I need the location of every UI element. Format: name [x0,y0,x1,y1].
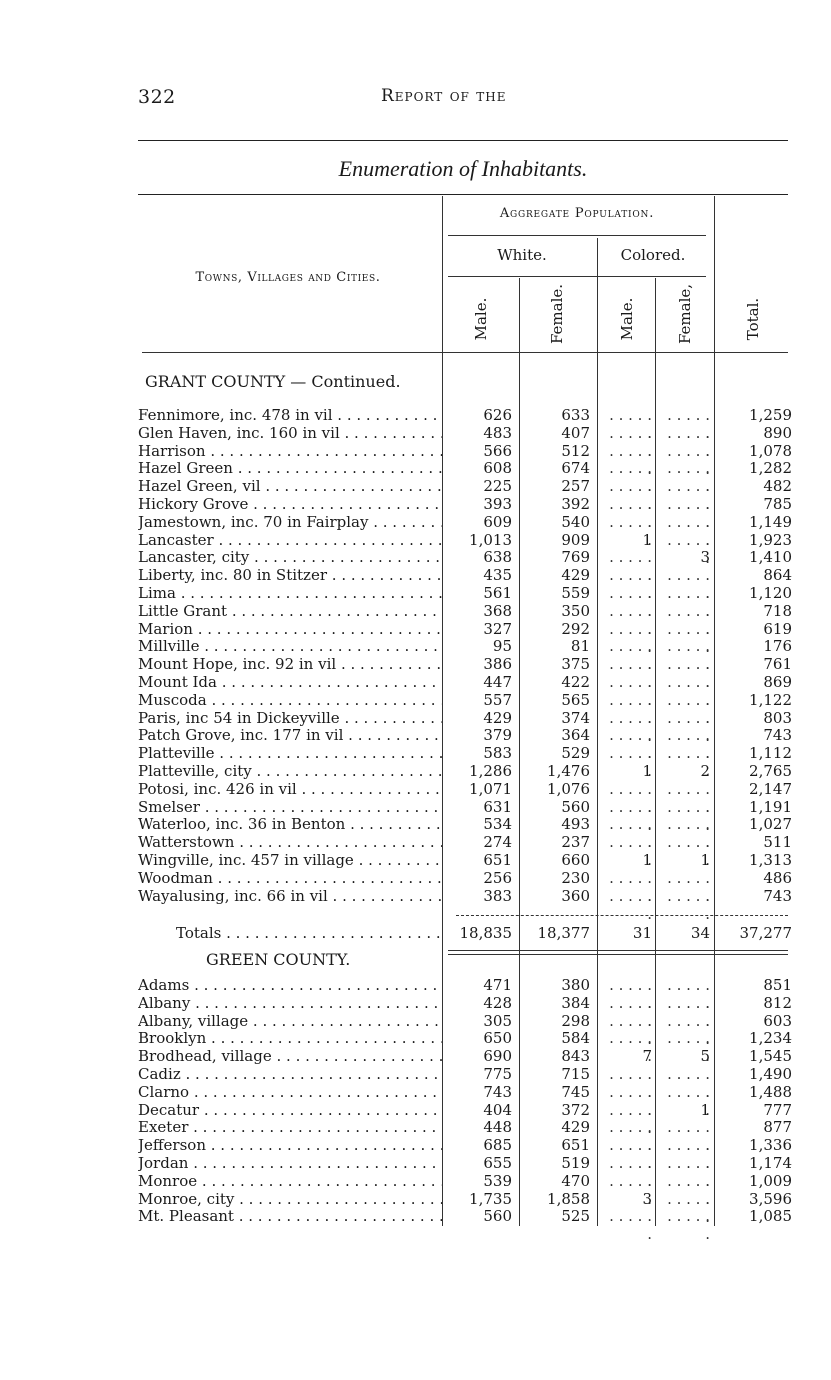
row-name: Muscoda . . . [138,691,442,709]
total-value: 1,923 [749,530,792,549]
table-row [0,548,831,566]
total-value: 619 [763,619,792,638]
white-female-value: 429 [561,566,590,585]
table-row [0,637,831,655]
white-female-value: 360 [561,886,590,905]
white-male-value: 225 [483,477,512,496]
white-male-value: 483 [483,423,512,442]
row-name: Albany, village . . . [138,1012,442,1030]
white-heading: White. [497,246,547,264]
white-male-value: 471 [483,976,512,994]
white-female-value: 519 [561,1154,590,1172]
white-male-value: 690 [483,1047,512,1066]
row-name: Mount Hope, inc. 92 in vil . . . [138,655,442,673]
total-value: 1,336 [749,1136,792,1155]
white-male-value: 368 [483,601,512,620]
white-female-value: 372 [561,1100,590,1119]
total-value: 1,122 [749,690,792,709]
table-row [0,1065,831,1083]
colored-male-value: 7 [642,1047,652,1066]
total-value: 1,009 [749,1171,792,1190]
colored-heading: Colored. [620,246,686,264]
total-value: 761 [763,655,792,674]
total-value: 803 [763,708,792,727]
row-name: Monroe . . . [138,1172,442,1190]
colored-female-value: 5 [700,1047,710,1066]
row-name: Wayalusing, inc. 66 in vil . . . [138,887,442,905]
white-female-value: 298 [561,1011,590,1030]
total-value: 1,234 [749,1029,792,1048]
total-value: 777 [763,1100,792,1119]
white-male-value: 305 [483,1011,512,1030]
totals-bottom-rule-double [448,954,788,955]
table-row [0,1207,831,1225]
total-value: 851 [763,976,792,994]
table-row [0,869,831,887]
white-female-value: 1,076 [547,779,590,798]
table-row [0,477,831,495]
total-value: 877 [763,1118,792,1137]
table-row [0,459,831,477]
total-value: 1,259 [749,406,792,424]
white-male-value: 560 [483,1207,512,1226]
row-name: Hickory Grove . . . [138,495,442,513]
white-male-value: 775 [483,1065,512,1083]
table-row [0,762,831,780]
white-female-value: 633 [561,406,590,424]
table-row [0,976,831,994]
white-male-value: 534 [483,815,512,834]
row-name: Jamestown, inc. 70 in Fairplay . . . [138,513,442,531]
row-name: Decatur . . . [138,1101,442,1119]
total-value: 1,410 [749,548,792,567]
row-name: Patch Grove, inc. 177 in vil . . . [138,726,442,744]
row-name: Mt. Pleasant . . . [138,1207,442,1225]
white-male-value: 429 [483,708,512,727]
row-name: Fennimore, inc. 478 in vil . . . [138,406,442,424]
total-value: 864 [763,566,792,585]
table-row [0,584,831,602]
colored-male-value [600,887,652,923]
total-value: 603 [763,1011,792,1030]
white-female-value: 257 [561,477,590,496]
row-name: Adams . . . [138,976,442,994]
white-male-value: 1,735 [469,1189,512,1208]
row-name: Wingville, inc. 457 in village . . . [138,851,442,869]
colored-male-value: 1 [642,762,652,780]
white-male-value: 650 [483,1029,512,1048]
white-female-value: 422 [561,673,590,691]
white-female-value: 660 [561,851,590,869]
white-female-value: 380 [561,976,590,994]
colored-female-value: 3 [700,548,710,567]
total-value: 1,120 [749,584,792,602]
totals-top-rule [456,915,788,916]
white-female-value: 745 [561,1082,590,1101]
colored-female-value: 1 [700,1100,710,1119]
white-male-value: 608 [483,459,512,478]
subgroup-underline [448,276,706,277]
total-value: 1,112 [749,744,792,763]
table-row [0,424,831,442]
table-row [0,1101,831,1119]
white-male-value: 651 [483,851,512,869]
total-value: 785 [763,495,792,513]
row-name: Albany . . . [138,994,442,1012]
white-male-value: 631 [483,797,512,816]
white-male-value: 1,071 [469,779,512,798]
row-name: Hazel Green, vil . . . [138,477,442,495]
white-male-value: 655 [483,1154,512,1172]
white-male-value: 448 [483,1118,512,1137]
totals-row [0,924,831,942]
white-female-value: 674 [561,459,590,478]
white-female-value: 540 [561,512,590,531]
page-number: 322 [138,86,176,108]
total-value: 1,313 [749,851,792,869]
colored-female-value [660,1207,710,1243]
white-female-value: 407 [561,423,590,442]
table-row [0,406,831,424]
row-name: Waterloo, inc. 36 in Benton . . . [138,815,442,833]
total-value: 1,027 [749,815,792,834]
white-female-value: 392 [561,495,590,513]
totals-bottom-rule [448,950,788,951]
colored-female-value: 1 [700,851,710,869]
totals-colored-female: 34 [690,924,710,942]
row-name: Cadiz . . . [138,1065,442,1083]
table-row [0,655,831,673]
total-value: 486 [763,868,792,887]
white-female-value: 560 [561,797,590,816]
row-name: Harrison . . . [138,442,442,460]
white-female-value: 529 [561,744,590,763]
white-male-value: 609 [483,512,512,531]
white-male-value: 428 [483,993,512,1012]
row-name: Lancaster, city . . . [138,548,442,566]
section-heading: GRANT COUNTY — Continued. [145,372,401,391]
white-male-value: 404 [483,1100,512,1119]
table-row [0,1012,831,1030]
colored-female-value: 2 [700,762,710,780]
total-value: 1,282 [749,459,792,478]
white-female-value: 230 [561,868,590,887]
table-row [0,1047,831,1065]
total-value: 511 [763,833,792,852]
col-colored-female-heading: Female, [676,283,694,345]
table-row [0,673,831,691]
table-row [0,815,831,833]
table-row [0,1154,831,1172]
row-name: Brodhead, village . . . [138,1047,442,1065]
row-name: Platteville . . . [138,744,442,762]
white-male-value: 626 [483,406,512,424]
table-row [0,1118,831,1136]
col-total-heading: Total. [744,297,762,341]
col-white-female-heading: Female. [548,283,566,345]
row-name: Jordan . . . [138,1154,442,1172]
table-row [0,1172,831,1190]
table-row [0,726,831,744]
white-female-value: 1,476 [547,762,590,780]
white-male-value: 383 [483,886,512,905]
table-row [0,1029,831,1047]
row-name: Jefferson . . . [138,1136,442,1154]
table-row [0,442,831,460]
white-male-value: 327 [483,619,512,638]
total-value: 812 [763,993,792,1012]
table-row [0,691,831,709]
header-top-rule [138,194,788,195]
white-female-value: 470 [561,1171,590,1190]
row-name: Mount Ida . . . [138,673,442,691]
total-value: 890 [763,423,792,442]
top-rule [138,140,788,141]
totals-label: Totals . . . [176,924,442,942]
totals-white-female: 18,377 [537,924,590,942]
white-male-value: 386 [483,655,512,674]
row-name: Platteville, city . . . [138,762,442,780]
row-name: Liberty, inc. 80 in Stitzer . . . [138,566,442,584]
white-female-value: 493 [561,815,590,834]
total-value: 1,490 [749,1065,792,1083]
white-male-value: 557 [483,690,512,709]
total-value: 1,488 [749,1082,792,1101]
table-row [0,602,831,620]
white-male-value: 561 [483,584,512,602]
row-name: Potosi, inc. 426 in vil . . . [138,780,442,798]
colored-female-value [660,887,710,923]
columns-header-rule [442,352,788,353]
colored-male-value: 1 [642,530,652,549]
total-value: 743 [763,886,792,905]
white-female-value: 364 [561,726,590,745]
total-value: 1,191 [749,797,792,816]
colored-male-value [600,1207,652,1243]
section-heading: GREEN COUNTY. [206,950,351,969]
white-female-value: 565 [561,690,590,709]
col-white-male-heading: Male. [472,297,490,341]
total-value: 1,085 [749,1207,792,1226]
stub-heading: Towns, Villages and Cities. [195,270,381,285]
white-male-value: 447 [483,673,512,691]
white-female-value: 384 [561,993,590,1012]
row-name: Millville . . . [138,637,442,655]
totals-white-male: 18,835 [459,924,512,942]
white-male-value: 1,286 [469,762,512,780]
total-value: 2,147 [749,779,792,798]
white-male-value: 95 [492,637,512,656]
row-name: Marion . . . [138,620,442,638]
table-row [0,798,831,816]
total-value: 1,149 [749,512,792,531]
white-female-value: 651 [561,1136,590,1155]
total-value: 718 [763,601,792,620]
total-value: 743 [763,726,792,745]
white-male-value: 566 [483,441,512,460]
total-value: 176 [763,637,792,656]
aggregate-underline [448,235,706,236]
white-female-value: 374 [561,708,590,727]
row-name: Lima . . . [138,584,442,602]
white-female-value: 525 [561,1207,590,1226]
row-name: Watterstown . . . [138,833,442,851]
white-female-value: 584 [561,1029,590,1048]
colored-male-value: 1 [642,851,652,869]
aggregate-population-heading: Aggregate Population. [499,206,655,221]
total-value: 1,174 [749,1154,792,1172]
row-name: Brooklyn . . . [138,1029,442,1047]
table-row [0,495,831,513]
white-female-value: 375 [561,655,590,674]
row-name: Woodman . . . [138,869,442,887]
white-female-value: 429 [561,1118,590,1137]
totals-colored-male: 31 [632,924,652,942]
table-title: Enumeration of Inhabitants. [338,156,588,181]
white-male-value: 435 [483,566,512,585]
white-female-value: 512 [561,441,590,460]
colored-male-value: 3 [642,1189,652,1208]
row-name: Paris, inc 54 in Dickeyville . . . [138,709,442,727]
white-male-value: 638 [483,548,512,567]
white-male-value: 393 [483,495,512,513]
table-row [0,780,831,798]
white-female-value: 559 [561,584,590,602]
table-row [0,1136,831,1154]
white-female-value: 1,858 [547,1189,590,1208]
total-value: 482 [763,477,792,496]
table-row [0,851,831,869]
row-name: Glen Haven, inc. 160 in vil . . . [138,424,442,442]
col-colored-male-heading: Male. [618,297,636,341]
table-row [0,620,831,638]
row-name: Smelser . . . [138,798,442,816]
white-female-value: 350 [561,601,590,620]
white-male-value: 539 [483,1171,512,1190]
total-value: 3,596 [749,1189,792,1208]
white-female-value: 715 [561,1065,590,1083]
table-row [0,566,831,584]
row-name: Monroe, city . . . [138,1190,442,1208]
table-row [0,994,831,1012]
white-male-value: 743 [483,1082,512,1101]
table-row [0,833,831,851]
table-row [0,709,831,727]
white-male-value: 274 [483,833,512,852]
white-male-value: 379 [483,726,512,745]
total-value: 1,078 [749,441,792,460]
running-head: Report of the [381,86,507,106]
row-name: Hazel Green . . . [138,459,442,477]
row-name: Clarno . . . [138,1083,442,1101]
white-female-value: 769 [561,548,590,567]
white-female-value: 909 [561,530,590,549]
row-name: Little Grant . . . [138,602,442,620]
white-female-value: 81 [570,637,590,656]
total-value: 2,765 [749,762,792,780]
table-row [0,531,831,549]
row-name: Exeter . . . [138,1118,442,1136]
white-male-value: 583 [483,744,512,763]
table-row [0,1190,831,1208]
totals-total: 37,277 [739,924,792,942]
table-row [0,744,831,762]
table-row [0,513,831,531]
white-female-value: 237 [561,833,590,852]
table-row [0,887,831,905]
stub-header-rule [142,352,442,353]
total-value: 869 [763,673,792,691]
white-female-value: 843 [561,1047,590,1066]
total-value: 1,545 [749,1047,792,1066]
table-row [0,1083,831,1101]
white-male-value: 1,013 [469,530,512,549]
white-female-value: 292 [561,619,590,638]
row-name: Lancaster . . . [138,531,442,549]
white-male-value: 256 [483,868,512,887]
white-male-value: 685 [483,1136,512,1155]
